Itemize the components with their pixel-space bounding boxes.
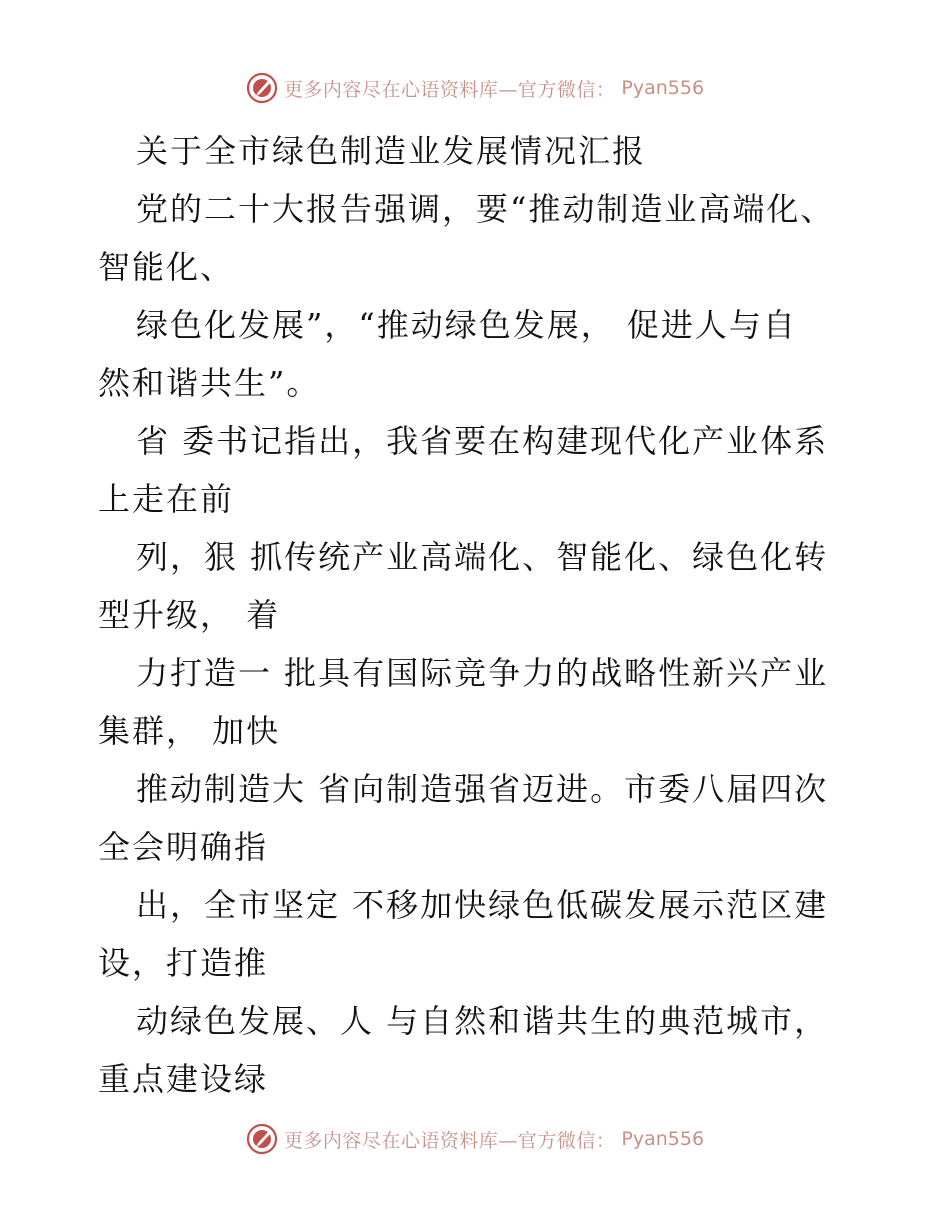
paragraph-line: 型升级， 着 <box>98 596 281 634</box>
paragraph-line: 上走在前 <box>98 480 235 518</box>
paragraph-line: 出，全市坚定 不移加快绿色低碳发展示范区建 <box>136 886 829 924</box>
footer-watermark <box>0 1123 950 1155</box>
document-title: 关于全市绿色制造业发展情况汇报 <box>136 132 647 170</box>
document-body <box>98 122 838 1108</box>
paragraph-line: 设，打造推 <box>98 944 269 982</box>
paragraph-line: 重点建设绿 <box>98 1060 269 1098</box>
watermark-wechat-id: Pyan556 <box>621 1128 705 1150</box>
pen-logo-icon <box>246 72 278 104</box>
paragraph-line: 然和谐共生”。 <box>98 364 321 402</box>
paragraph-line: 省 委书记指出，我省要在构建现代化产业体系 <box>136 422 829 460</box>
paragraph-line: 力打造一 批具有国际竞争力的战略性新兴产业 <box>136 654 829 692</box>
paragraph-line: 全会明确指 <box>98 828 269 866</box>
paragraph-line: 集群， 加快 <box>98 712 281 750</box>
paragraph-line: 列，狠 抓传统产业高端化、智能化、绿色化转 <box>136 538 829 576</box>
paragraph-line: 推动制造大 省向制造强省迈进。市委八届四次 <box>136 770 829 808</box>
watermark-wechat-id: Pyan556 <box>621 77 705 99</box>
watermark-text: 更多内容尽在心语资料库—官方微信： <box>283 78 616 101</box>
paragraph-line: 智能化、 <box>98 248 235 286</box>
paragraph-line: 绿色化发展”，“推动绿色发展， 促进人与自 <box>136 306 797 344</box>
paragraph-line: 动绿色发展、人 与自然和谐共生的典范城市， <box>136 1002 829 1040</box>
paragraph-line: 党的二十大报告强调，要“推动制造业高端化、 <box>136 190 835 228</box>
header-watermark <box>0 72 950 104</box>
pen-logo-icon <box>246 1123 278 1155</box>
watermark-text: 更多内容尽在心语资料库—官方微信： <box>283 1129 616 1152</box>
